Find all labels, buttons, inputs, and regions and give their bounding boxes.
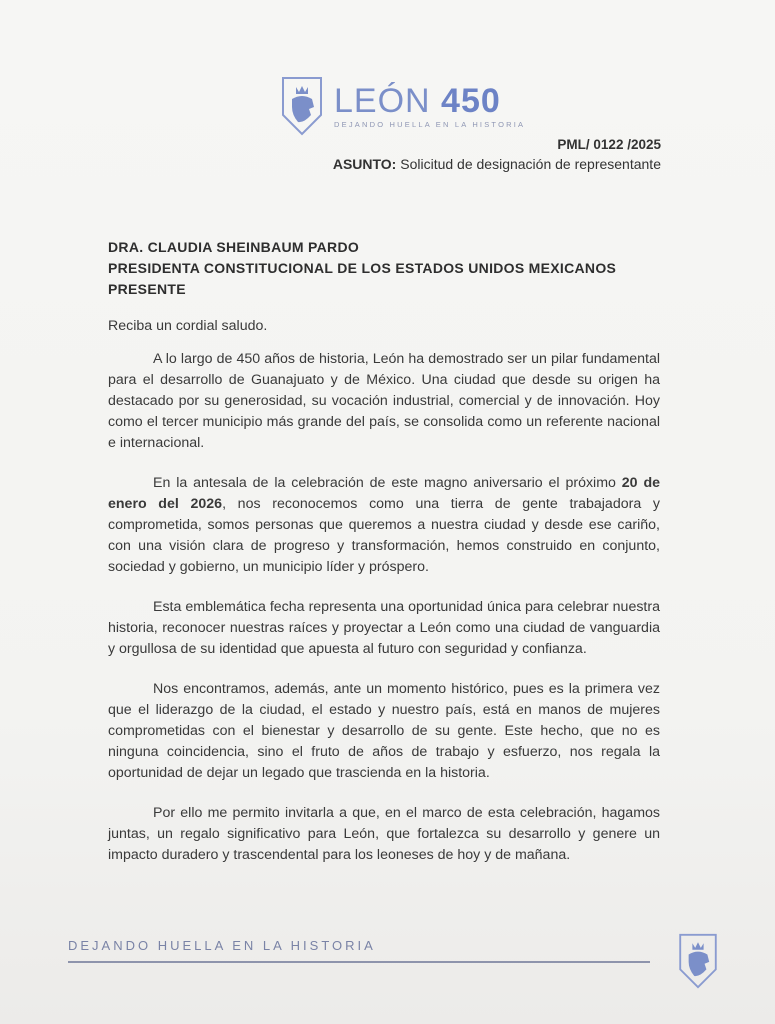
paragraph (108, 473, 660, 578)
logo-tagline: DEJANDO HUELLA EN LA HISTORIA (334, 120, 526, 129)
subject-line (333, 156, 661, 172)
lion-shield-icon (677, 932, 719, 990)
subject-label: ASUNTO: (332, 156, 397, 172)
paragraph: Nos encontramos, además, ante un momento histórico, pues es la primera vez que el liderazgo de la ciudad, el estado y nuestro país, está en manos de mujeres comprometidas con el bienestar y desarrollo de su gente. Este hecho, que no es ninguna coincidencia, sino el fruto de años de trabajo y esfuerzo, nos regala la oportunidad de dejar un legado que trascienda en la historia. (108, 681, 660, 781)
subject-text: Solicitud de designación de representante (396, 156, 661, 172)
paragraph-text: En la antesala de la celebración de este magno aniversario el próximo (153, 475, 622, 491)
lion-shield-icon (280, 75, 324, 137)
reference-number: PML/ 0122 /2025 (557, 137, 661, 152)
logo-number: 450 (441, 82, 501, 120)
addressee-block (108, 237, 668, 300)
paragraph: Por ello me permito invitarla a que, en el marco de esta celebración, hagamos juntas, un regalo significativo para León, que fortalezca su desarrollo y genere un impacto duradero y trascendental para los leoneses de hoy y de mañana. (108, 805, 660, 863)
greeting: Reciba un cordial saludo. (108, 318, 268, 334)
header-logo (280, 75, 525, 137)
letter-body (108, 316, 660, 885)
logo-title (334, 83, 525, 119)
footer-divider (68, 961, 650, 963)
highlight-date: 20 de enero del 2026 (108, 475, 661, 512)
footer-tagline: DEJANDO HUELLA EN LA HISTORIA (68, 938, 376, 953)
logo-name: LEÓN (334, 82, 431, 120)
addressee-name: DRA. CLAUDIA SHEINBAUM PARDO (108, 239, 360, 255)
paragraph: A lo largo de 450 años de historia, León ha demostrado ser un pilar fundamental para el desarrollo de Guanajuato y de México. Una ciudad que desde su origen ha destacado por su generosidad, su vocación industrial, comercial y de innovación. Hoy como el tercer municipio más grande del país, se consolida como un referente nacional e internacional. (108, 351, 660, 451)
paragraph: Esta emblemática fecha representa una oportunidad única para celebrar nuestra historia, reconocer nuestras raíces y proyectar a León como una ciudad de vanguardia y orgullosa de su identidad que apuesta al futuro con seguridad y confianza. (108, 599, 660, 657)
addressee-presente: PRESENTE (108, 281, 186, 297)
addressee-position: PRESIDENTA CONSTITUCIONAL DE LOS ESTADOS UNIDOS MEXICANOS (108, 260, 617, 276)
paragraph-text: , nos reconocemos como una tierra de gente trabajadora y comprometida, somos personas que queremos a nuestra ciudad y desde ese cariño, con una visión clara de progreso y transformación, hemos construido en conjunto, sociedad y gobierno, un municipio líder y próspero. (108, 496, 660, 575)
